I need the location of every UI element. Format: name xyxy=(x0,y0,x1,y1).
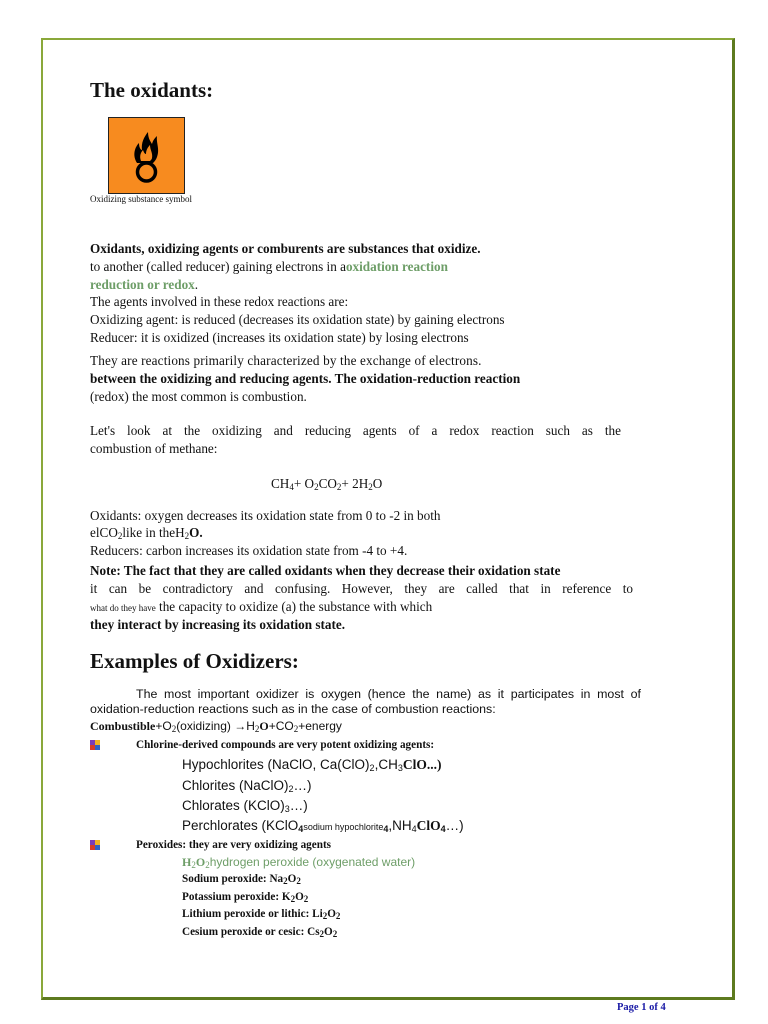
eq-sub: 2 xyxy=(314,482,319,492)
t: O xyxy=(195,855,206,869)
t: …) xyxy=(289,798,308,813)
note-line-4: they interact by increasing its oxidation state. xyxy=(90,617,346,632)
t: ClO xyxy=(416,818,441,833)
t: +O xyxy=(155,719,172,733)
note-line-2: it can be contradictory and confusing. However, they are called that in reference to xyxy=(90,581,633,596)
t: 2 xyxy=(290,894,296,904)
para2-line-3: (redox) the most common is combustion. xyxy=(90,389,307,404)
t: 2 xyxy=(332,929,338,939)
intro-line-2 xyxy=(90,258,448,275)
t: 2 xyxy=(369,763,375,773)
perchlorates-item xyxy=(182,818,464,834)
intro-text: to another (called reducer) gaining electrons in a xyxy=(90,259,346,274)
para2-line-2: between the oxidizing and reducing agents. The oxidation-reduction reaction xyxy=(90,371,521,386)
t: 3 xyxy=(284,804,290,814)
cesium-peroxide-item xyxy=(182,926,337,939)
reducers-line: Reducers: carbon increases its oxidation state from -4 to +4. xyxy=(90,543,408,558)
redox-term: oxidation reaction xyxy=(345,259,448,274)
lithium-peroxide-item xyxy=(182,908,340,921)
t: 3 xyxy=(397,763,403,773)
hypochlorites-item xyxy=(182,757,441,773)
t: 2 xyxy=(293,724,299,734)
t: H xyxy=(182,855,192,869)
potassium-peroxide-item xyxy=(182,891,308,904)
chlorine-title: Chlorine-derived compounds are very potent oxidizing agents: xyxy=(136,739,435,751)
sodium-peroxide-item xyxy=(182,873,301,886)
chlorites-item xyxy=(182,778,312,794)
eq-sub: 2 xyxy=(368,482,373,492)
t: O xyxy=(259,719,269,733)
t: Hypochlorites (NaClO, Ca(ClO) xyxy=(182,757,370,772)
eq-ch: CH xyxy=(271,476,290,491)
t: 2 xyxy=(319,929,325,939)
t: Combustible xyxy=(90,719,156,733)
t: Chlorates (KClO) xyxy=(182,798,285,813)
t: 2 xyxy=(303,894,309,904)
t: H xyxy=(175,525,185,540)
t: like in the xyxy=(122,525,176,540)
t: …) xyxy=(293,778,312,793)
hydrogen-peroxide-item xyxy=(182,855,415,870)
t: +energy xyxy=(298,719,342,733)
t: 2 xyxy=(335,911,341,921)
t: Perchlorates (KClO xyxy=(182,818,299,833)
arrow-bullet-icon xyxy=(89,739,102,752)
t: Cesium peroxide or cesic: Cs xyxy=(182,926,320,938)
t: what do they have xyxy=(90,603,156,613)
t: CO xyxy=(99,525,118,540)
note-line-1: Note: The fact that they are called oxidants when they decrease their oxidation state xyxy=(90,563,561,578)
t: sodium hypochlorite xyxy=(303,822,384,832)
t: 2 xyxy=(296,876,301,886)
peroxides-title: Peroxides: they are very oxidizing agents xyxy=(136,839,332,851)
eq-o2: O xyxy=(372,476,383,491)
arrow-bullet-icon xyxy=(89,839,102,852)
t: ClO...) xyxy=(402,757,442,772)
t: 4 xyxy=(411,824,417,834)
oxidants-line: Oxidants: oxygen decreases its oxidation state from 0 to -2 in both xyxy=(90,508,441,523)
t: (oxidizing) →H xyxy=(176,719,255,733)
para3-line-1: Let's look at the oxidizing and reducing agents of a redox reaction such as the xyxy=(90,423,621,438)
note-line-3 xyxy=(90,598,432,617)
t: 2 xyxy=(288,784,294,794)
intro-line-4: The agents involved in these redox reactions are: xyxy=(90,294,349,309)
t: +CO xyxy=(268,719,294,733)
t: O xyxy=(287,873,297,885)
combustion-equation xyxy=(90,719,342,737)
methane-equation xyxy=(271,475,382,496)
chlorates-item xyxy=(182,798,308,814)
oxygen-line-2: oxidation-reduction reactions such as in the case of combustion reactions: xyxy=(90,702,496,716)
t: Sodium peroxide: Na xyxy=(182,873,284,885)
eq-co: CO xyxy=(318,476,337,491)
t: ,NH xyxy=(388,818,412,833)
page-number: Page 1 of 4 xyxy=(617,1002,666,1013)
t: 2 xyxy=(283,876,288,886)
t: 2 xyxy=(205,860,210,870)
t: 4 xyxy=(298,824,304,834)
redox-term-2: reduction or redox xyxy=(90,277,195,292)
oxidizing-agent-def: Oxidizing agent: is reduced (decreases its oxidation state) by gaining electrons xyxy=(90,312,505,327)
t: O xyxy=(295,891,304,903)
t: O xyxy=(327,908,336,920)
t: 4 xyxy=(440,824,446,834)
reducer-def: Reducer: it is oxidized (increases its oxidation state) by losing electrons xyxy=(90,330,469,345)
t: O xyxy=(324,926,333,938)
t: Lithium peroxide or lithic: Li xyxy=(182,908,323,920)
eq-o: + O xyxy=(293,476,315,491)
t: …) xyxy=(445,818,464,833)
symbol-caption: Oxidizing substance symbol xyxy=(90,194,192,204)
eq-sub: 2 xyxy=(336,482,342,492)
oxidizer-hazard-icon xyxy=(108,117,185,194)
intro-line-3 xyxy=(90,276,198,293)
eq-sub: 4 xyxy=(289,482,294,492)
t: 2 xyxy=(322,911,328,921)
t: 2 xyxy=(191,860,196,870)
t: Chlorites (NaClO) xyxy=(182,778,289,793)
t: O. xyxy=(189,525,203,540)
t: 4 xyxy=(383,824,389,834)
eq-h: + 2H xyxy=(341,476,369,491)
t: 2 xyxy=(171,724,177,734)
t: ,CH xyxy=(374,757,398,772)
t: 2 xyxy=(254,724,260,734)
para3-line-2: combustion of methane: xyxy=(90,441,218,456)
oxygen-line-1: The most important oxidizer is oxygen (hence the name) as it participates in most of xyxy=(136,687,641,701)
period: . xyxy=(194,277,199,292)
examples-heading: Examples of Oxidizers: xyxy=(90,649,299,673)
t: 2 xyxy=(117,531,123,541)
page-title: The oxidants: xyxy=(90,78,214,102)
t: hydrogen peroxide (oxygenated water) xyxy=(209,855,416,869)
t: Potassium peroxide: K xyxy=(182,891,291,903)
intro-line-1: Oxidants, oxidizing agents or comburents are substances that oxidize. xyxy=(90,241,481,256)
t: 2 xyxy=(184,531,190,541)
t: el xyxy=(90,525,100,540)
para2-line-1: They are reactions primarily characterized by the exchange of electrons. xyxy=(90,353,482,368)
t: the capacity to oxidize (a) the substance with which xyxy=(159,599,433,614)
